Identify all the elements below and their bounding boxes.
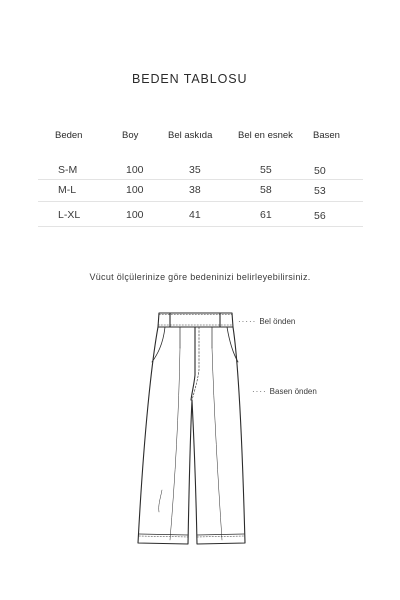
table-cell: 50	[314, 165, 326, 177]
table-cell: L-XL	[58, 209, 81, 221]
header-beden: Beden	[55, 130, 83, 141]
table-cell: S-M	[58, 164, 78, 176]
table-cell: 58	[260, 184, 272, 196]
row-divider	[38, 226, 363, 227]
table-cell: 55	[260, 164, 272, 176]
table-cell: 100	[126, 184, 144, 196]
row-divider	[38, 201, 363, 202]
callout-hip	[252, 387, 317, 396]
page-title: BEDEN TABLOSU	[132, 72, 248, 86]
table-cell: 41	[189, 209, 201, 221]
header-basen: Basen	[313, 130, 340, 141]
dotted-leader: ·····	[238, 317, 257, 326]
table-cell: 38	[189, 184, 201, 196]
callout-hip-label: Basen önden	[269, 387, 317, 396]
table-cell: 61	[260, 209, 272, 221]
table-cell: 53	[314, 185, 326, 197]
row-divider	[38, 179, 363, 180]
callout-waist-label: Bel önden	[259, 317, 296, 326]
table-cell: 56	[314, 210, 326, 222]
header-boy: Boy	[122, 130, 139, 141]
trousers-icon	[130, 300, 250, 562]
fit-note: Vücut ölçülerinize göre bedeninizi belirleyebilirsiniz.	[89, 272, 311, 282]
dotted-leader: ····	[252, 387, 267, 396]
header-bel-en-esnek: Bel en esnek	[238, 130, 293, 141]
table-cell: M-L	[58, 184, 77, 196]
table-cell: 100	[126, 164, 144, 176]
table-cell: 35	[189, 164, 201, 176]
table-cell: 100	[126, 209, 144, 221]
header-bel-askida: Bel askıda	[168, 130, 213, 141]
